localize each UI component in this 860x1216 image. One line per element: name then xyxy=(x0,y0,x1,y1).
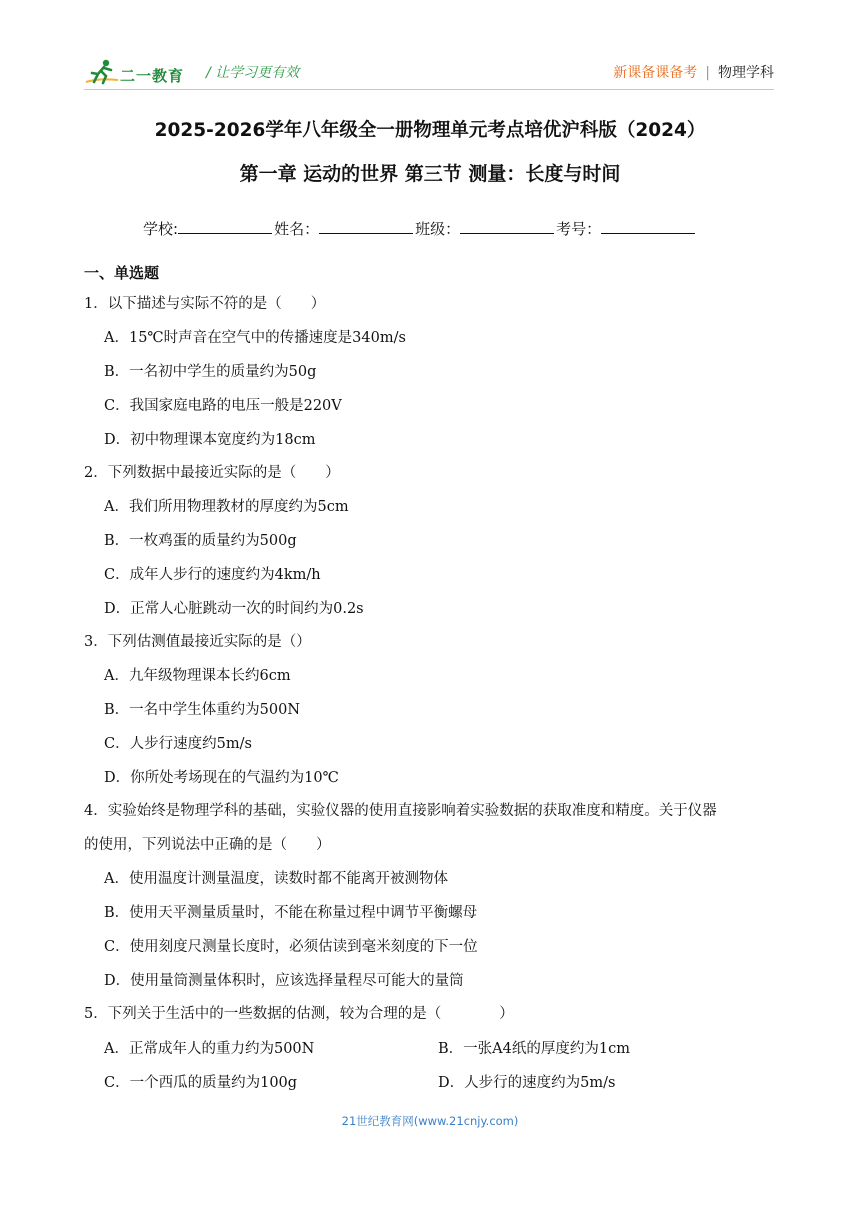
option: D．正常人心脏跳动一次的时间约为0.2s xyxy=(104,601,364,617)
option: B．一名初中学生的质量约为50g xyxy=(104,364,317,380)
page-title: 2025-2026学年八年级全一册物理单元考点培优沪科版（2024） xyxy=(154,120,706,141)
header-tag-prep: 新课备课备考 xyxy=(613,65,698,81)
option: C．使用刻度尺测量长度时，必须估读到毫米刻度的下一位 xyxy=(104,939,478,955)
option: D．初中物理课本宽度约为18cm xyxy=(104,432,316,448)
option: D．你所处考场现在的气温约为10℃ xyxy=(104,770,339,786)
number-blank xyxy=(601,219,695,234)
option: A．我们所用物理教材的厚度约为5cm xyxy=(104,499,349,515)
class-label: 班级： xyxy=(415,220,461,238)
question-stem-continued: 的使用，下列说法中正确的是（ ） xyxy=(84,837,331,853)
option: B．一名中学生体重约为500N xyxy=(104,702,301,718)
question-stem: 1．以下描述与实际不符的是（ ） xyxy=(84,296,326,312)
school-blank xyxy=(178,219,272,234)
question-stem: 4．实验始终是物理学科的基础，实验仪器的使用直接影响着实验数据的获取准度和精度。关于仪器 xyxy=(84,803,717,819)
option: C．人步行速度约5m/s xyxy=(104,736,252,752)
header-divider xyxy=(84,89,774,90)
slogan: / 让学习更有效 xyxy=(206,65,300,81)
class-blank xyxy=(460,219,554,234)
page-header xyxy=(84,56,774,90)
option: C．我国家庭电路的电压一般是220V xyxy=(104,398,342,414)
page-subtitle: 第一章 运动的世界 第三节 测量：长度与时间 xyxy=(239,163,621,185)
footer-link[interactable]: 21世纪教育网(www.21cnjy.com) xyxy=(341,1114,519,1128)
option: B．使用天平测量质量时，不能在称量过程中调节平衡螺母 xyxy=(104,905,478,921)
section-heading: 一、单选题 xyxy=(84,264,160,282)
name-label: 姓名： xyxy=(274,220,320,238)
question-stem: 5．下列关于生活中的一些数据的估测，较为合理的是（ ） xyxy=(84,1006,514,1022)
logo xyxy=(84,58,194,88)
option: A．正常成年人的重力约为500N xyxy=(104,1041,315,1057)
option: B．一枚鸡蛋的质量约为500g xyxy=(104,533,297,549)
option: C．成年人步行的速度约为4km/h xyxy=(104,567,321,583)
option: A．15℃时声音在空气中的传播速度是340m/s xyxy=(104,330,406,346)
question-stem: 2．下列数据中最接近实际的是（ ） xyxy=(84,465,340,481)
question-stem: 3．下列估测值最接近实际的是（） xyxy=(84,634,311,650)
option: B．一张A4纸的厚度约为1cm xyxy=(438,1041,630,1057)
number-label: 考号： xyxy=(556,220,602,238)
runner-logo-icon xyxy=(84,58,120,88)
name-blank xyxy=(319,219,413,234)
header-separator: | xyxy=(705,65,710,81)
option: A．九年级物理课本长约6cm xyxy=(104,668,291,684)
header-tags xyxy=(613,62,774,82)
option: A．使用温度计测量温度，读数时都不能离开被测物体 xyxy=(104,871,448,887)
student-info-row xyxy=(143,218,697,239)
option: D．使用量筒测量体积时，应该选择量程尽可能大的量筒 xyxy=(104,973,464,989)
logo-text: 二一教育 xyxy=(120,67,185,85)
option: D．人步行的速度约为5m/s xyxy=(438,1075,616,1091)
header-tag-subject: 物理学科 xyxy=(718,65,774,81)
option: C．一个西瓜的质量约为100g xyxy=(104,1075,298,1091)
school-label: 学校: xyxy=(143,220,179,238)
